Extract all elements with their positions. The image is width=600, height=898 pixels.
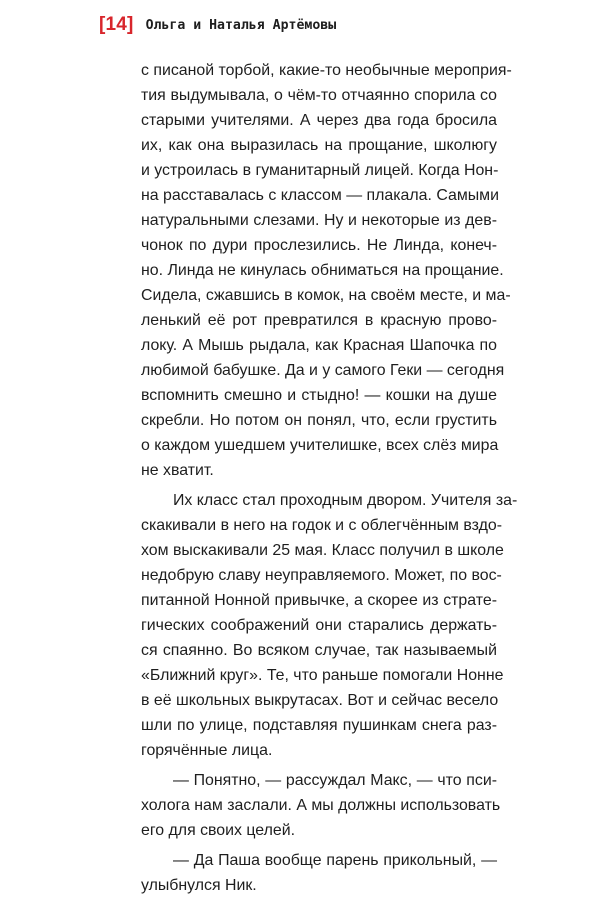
text-line: скакивали в него на годок и с облегчённым вздо- — [141, 517, 502, 534]
paragraph — [141, 848, 497, 898]
text-line: их, как она выразилась на прощание, школюгу — [141, 137, 497, 154]
text-line: «Ближний круг». Те, что раньше помогали Нонне — [141, 667, 504, 684]
text-line: ся спаянно. Во всяком случае, так называемый — [141, 642, 497, 659]
text-line: натуральными слезами. Ну и некоторые из дев- — [141, 212, 497, 229]
paragraph — [141, 768, 501, 843]
text-line: Сидела, сжавшись в комок, на своём месте, и ма- — [141, 287, 511, 304]
text-line: ленький её рот превратился в красную прово- — [141, 312, 497, 329]
book-author: Ольга и Наталья Артёмовы — [145, 17, 337, 33]
text-line: но. Линда не кинулась обниматься на прощание. — [141, 262, 504, 279]
text-line: на расставалась с классом — плакала. Самыми — [141, 187, 499, 204]
text-line: холога нам заслали. А мы должны использовать — [141, 797, 501, 814]
text-line: гических соображений они старались держать- — [141, 617, 497, 634]
text-line: улыбнулся Ник. — [141, 877, 257, 894]
paragraph — [141, 488, 518, 763]
text-line: горячённые лица. — [141, 742, 273, 759]
text-line: недобрую славу неуправляемого. Может, по вос- — [141, 567, 502, 584]
text-line: питанной Нонной привычке, а скорее из страте- — [141, 592, 497, 609]
text-line: любимой бабушке. Да и у самого Геки — сегодня — [141, 362, 505, 379]
text-line: скребли. Но потом он понял, что, если грустить — [141, 412, 497, 429]
running-head — [99, 10, 336, 40]
text-line: — Понятно, — рассуждал Макс, — что пси- — [173, 772, 497, 789]
page-number: [14] — [99, 14, 134, 35]
text-line: о каждом ушедшем учителишке, всех слёз мира — [141, 437, 499, 454]
text-line: Их класс стал проходным двором. Учителя за- — [173, 492, 518, 509]
text-line: чонок по дури прослезились. Не Линда, конеч- — [141, 237, 497, 254]
text-line: с писаной торбой, какие-то необычные мероприя- — [141, 62, 512, 79]
text-line: хом выскакивали 25 мая. Класс получил в школе — [141, 542, 504, 559]
text-line: локу. А Мышь рыдала, как Красная Шапочка по — [141, 337, 497, 354]
text-line: его для своих целей. — [141, 822, 296, 839]
text-line: — Да Паша вообще парень прикольный, — — [173, 852, 497, 869]
text-line: и устроилась в гуманитарный лицей. Когда Нон- — [141, 162, 499, 179]
text-line: вспомнить смешно и стыдно! — кошки на душе — [141, 387, 497, 404]
text-line: старыми учителями. А через два года бросила — [141, 112, 497, 129]
text-line: не хватит. — [141, 462, 214, 479]
body-text — [141, 58, 518, 898]
text-line: в её школьных выкрутасах. Вот и сейчас весело — [141, 692, 499, 709]
text-line: тия выдумывала, о чём-то отчаянно спорила со — [141, 87, 497, 104]
paragraph — [141, 58, 512, 483]
text-line: шли по улице, подставляя пушинкам снега раз- — [141, 717, 497, 734]
